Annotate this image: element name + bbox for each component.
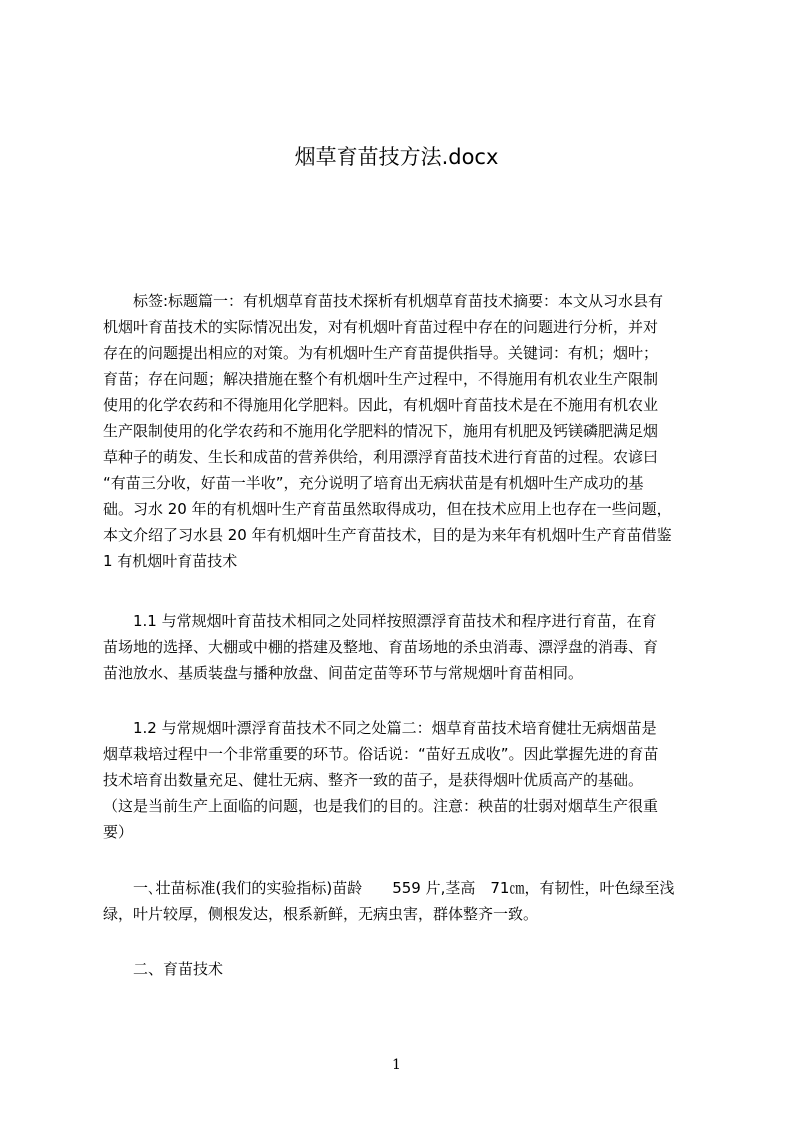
page-number: 1	[392, 1057, 401, 1073]
paragraph-1-line-10: 本文介绍了习水县 20 年有机烟叶生产育苗技术，目的是为来年有机烟叶生产育苗借鉴	[103, 526, 672, 544]
paragraph-3-line-1: 1.2 与常规烟叶漂浮育苗技术不同之处篇二：烟草育苗技术培育健壮无病烟苗是	[103, 719, 657, 737]
paragraph-3-line-4: （这是当前生产上面临的问题，也是我们的目的。注意：秧苗的壮弱对烟草生产很重	[103, 797, 659, 815]
paragraph-1-line-5: 使用的化学农药和不得施用化学肥料。因此，有机烟叶育苗技术是在不施用有机农业	[103, 396, 659, 414]
paragraph-3-line-3: 技术培育出数量充足、健壮无病、整齐一致的苗子，是获得烟叶优质高产的基础。	[103, 771, 644, 789]
paragraph-1-line-8: “有苗三分收，好苗一半收”，充分说明了培育出无病状苗是有机烟叶生产成功的基	[103, 474, 644, 492]
paragraph-1-line-9: 础。习水 20 年的有机烟叶生产育苗虽然取得成功，但在技术应用上也存在一些问题，	[103, 500, 672, 518]
paragraph-1-line-7: 草种子的萌发、生长和成苗的营养供给，利用漂浮育苗技术进行育苗的过程。农谚曰	[103, 448, 659, 466]
section-heading-1: 1 有机烟叶育苗技术	[103, 552, 238, 570]
paragraph-4-line-2: 绿，叶片较厚，侧根发达，根系新鲜，无病虫害，群体整齐一致。	[103, 905, 539, 923]
paragraph-1-line-4: 育苗；存在问题；解决措施在整个有机烟叶生产过程中，不得施用有机农业生产限制	[103, 370, 659, 388]
paragraph-3-line-5: 要）	[103, 823, 134, 841]
paragraph-2-line-3: 苗池放水、基质装盘与播种放盘、间苗定苗等环节与常规烟叶育苗相同。	[103, 664, 584, 682]
paragraph-2-line-2: 苗场地的选择、大棚或中棚的搭建及整地、育苗场地的杀虫消毒、漂浮盘的消毒、育	[103, 638, 659, 656]
paragraph-1-line-3: 存在的问题提出相应的对策。为有机烟叶生产育苗提供指导。关键词：有机；烟叶；	[103, 344, 659, 362]
paragraph-1-line-1: 标签:标题篇一：有机烟草育苗技术探析有机烟草育苗技术摘要：本文从习水县有	[103, 292, 664, 310]
paragraph-2-line-1: 1.1 与常规烟叶育苗技术相同之处同样按照漂浮育苗技术和程序进行育苗，在育	[103, 612, 657, 630]
paragraph-1-line-6: 生产限制使用的化学农药和不施用化学肥料的情况下，施用有机肥及钙镁磷肥满足烟	[103, 422, 659, 440]
paragraph-4-line-1: 一､壮苗标准(我们的实验指标)苗龄 559 片,茎高 71㎝，有韧性，叶色绿至浅	[103, 879, 675, 897]
paragraph-3-line-2: 烟草栽培过程中一个非常重要的环节。俗话说：“苗好五成收”。因此掌握先进的育苗	[103, 745, 659, 763]
paragraph-1-line-2: 机烟叶育苗技术的实际情况出发，对有机烟叶育苗过程中存在的问题进行分析，并对	[103, 318, 659, 336]
section-heading-2: 二、育苗技术	[103, 960, 224, 978]
document-title: 烟草育苗技方法.docx	[294, 145, 499, 169]
